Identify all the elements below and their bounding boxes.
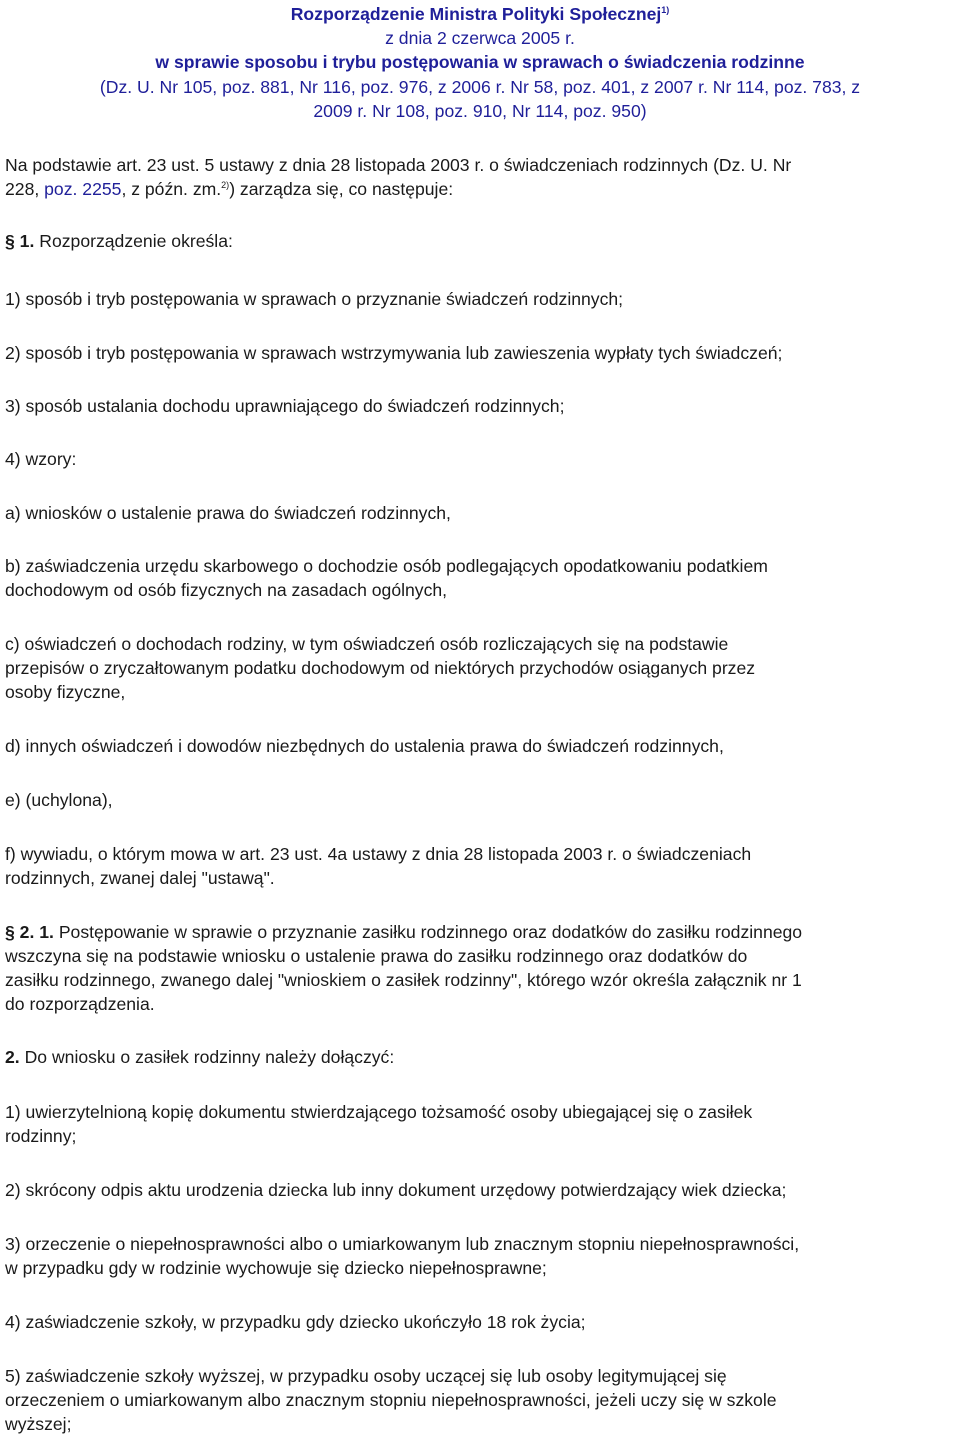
section-2-paragraph-1-line-4: do rozporządzenia. — [5, 994, 155, 1014]
section-2-paragraph-1-line-2: wszczyna się na podstawie wniosku o ustalenie prawa do zasiłku rodzinnego oraz dodatków do — [5, 946, 748, 966]
section-1-point-4c-line-1: c) oświadczeń o dochodach rodziny, w tym oświadczeń osób rozliczających się na podstawie — [5, 634, 729, 654]
publication-references-line-1: (Dz. U. Nr 105, poz. 881, Nr 116, poz. 976, z 2006 r. Nr 58, poz. 401, z 2007 r. Nr 114, poz. 783, z — [99, 77, 861, 97]
ref-link-poz-401[interactable]: poz. 401 — [563, 77, 631, 97]
preamble-line-2: 228, poz. 2255, z późn. zm.$^{2)}$) zarządza się, co następuje: — [5, 179, 454, 199]
section-1-intro: § 1. Rozporządzenie określa: — [5, 231, 233, 251]
section-2-item-4: 4) zaświadczenie szkoły, w przypadku gdy dziecko ukończyło 18 rok życia; — [5, 1312, 586, 1332]
ref-link-poz-950[interactable]: poz. 950 — [573, 101, 641, 121]
section-1-point-4f-line-1: f) wywiadu, o którym mowa w art. 23 ust. 4a ustawy z dnia 28 listopada 2003 r. o świadczeniach — [5, 844, 752, 864]
section-2-number: § 2. 1. — [5, 922, 54, 942]
ref-link-poz-881[interactable]: poz. 881 — [222, 77, 290, 97]
section-1-number: § 1. — [5, 231, 35, 251]
section-1-point-4c-line-3: osoby fizyczne, — [5, 682, 126, 702]
section-1-point-4c-line-2: przepisów o zryczałtowanym podatku dochodowym od niektórych przychodów osiąganych przez — [5, 658, 756, 678]
ref-link-poz-976[interactable]: poz. 976 — [360, 77, 429, 97]
preamble-line-1: Na podstawie art. 23 ust. 5 ustawy z dnia 28 listopada 2003 r. o świadczeniach rodzinnych (Dz. U. Nr — [5, 155, 792, 175]
document-date: z dnia 2 czerwca 2005 r. — [385, 28, 575, 48]
document-title: Rozporządzenie Ministra Polityki Społecznej$^{1)}$ — [290, 4, 670, 24]
section-2-paragraph-2-number: 2. — [5, 1047, 20, 1067]
section-2-paragraph-2-intro: 2. Do wniosku o zasiłek rodzinny należy dołączyć: — [5, 1047, 395, 1067]
section-1-point-4b-line-2: dochodowym od osób fizycznych na zasadach ogólnych, — [5, 580, 448, 600]
section-1-point-3: 3) sposób ustalania dochodu uprawniającego do świadczeń rodzinnych; — [5, 396, 565, 416]
section-1-point-4: 4) wzory: — [5, 449, 77, 469]
section-1-point-4b-line-1: b) zaświadczenia urzędu skarbowego o dochodzie osób podlegających opodatkowaniu podatkiem — [5, 556, 768, 576]
section-2-item-3-line-1: 3) orzeczenie o niepełnosprawności albo o umiarkowanym lub znacznym stopniu niepełnosprawności, — [5, 1234, 800, 1254]
ref-link-poz-783[interactable]: poz. 783 — [774, 77, 842, 97]
section-1-point-4a: a) wniosków o ustalenie prawa do świadczeń rodzinnych, — [5, 503, 451, 523]
section-2-item-5-line-3: wyższej; — [5, 1414, 72, 1434]
section-2-paragraph-1-line-1: § 2. 1. Postępowanie w sprawie o przyznanie zasiłku rodzinnego oraz dodatków do zasiłku rodzinnego — [5, 922, 803, 942]
footnote-ref-2[interactable]: 2) — [221, 180, 230, 190]
section-1-point-1: 1) sposób i tryb postępowania w sprawach o przyznanie świadczeń rodzinnych; — [5, 289, 624, 309]
footnote-ref-1[interactable]: 1) — [661, 5, 670, 15]
section-2-item-3-line-2: w przypadku gdy w rodzinie wychowuje się dziecko niepełnosprawne; — [5, 1258, 547, 1278]
section-1-point-4f-line-2: rodzinnych, zwanej dalej "ustawą". — [5, 868, 275, 888]
section-2-item-5-line-2: orzeczeniem o umiarkowanym albo znacznym stopniu niepełnosprawności, jeżeli uczy się w szkole — [5, 1390, 777, 1410]
section-1-point-4e: e) (uchylona), — [5, 790, 113, 810]
ref-link-poz-2255[interactable]: poz. 2255 — [44, 179, 122, 199]
publication-references-line-2: 2009 r. Nr 108, poz. 910, Nr 114, poz. 950) — [313, 101, 647, 121]
section-1-point-4d: d) innych oświadczeń i dowodów niezbędnych do ustalenia prawa do świadczeń rodzinnych, — [5, 736, 724, 756]
section-2-item-1-line-2: rodzinny; — [5, 1126, 77, 1146]
section-1-point-2: 2) sposób i tryb postępowania w sprawach wstrzymywania lub zawieszenia wypłaty tych świadczeń; — [5, 343, 783, 363]
section-2-item-1-line-1: 1) uwierzytelnioną kopię dokumentu stwierdzającego tożsamość osoby ubiegającej się o zasiłek — [5, 1102, 753, 1122]
section-2-item-2: 2) skrócony odpis aktu urodzenia dziecka lub inny dokument urzędowy potwierdzający wiek dziecka; — [5, 1180, 787, 1200]
section-2-paragraph-1-line-3: zasiłku rodzinnego, zwanego dalej "wnioskiem o zasiłek rodzinny", którego wzór określa załącznik nr 1 — [5, 970, 802, 990]
section-2-item-5-line-1: 5) zaświadczenie szkoły wyższej, w przypadku osoby uczącej się lub osoby legitymującej się — [5, 1366, 727, 1386]
ref-link-poz-910[interactable]: poz. 910 — [434, 101, 503, 121]
document-subject: w sprawie sposobu i trybu postępowania w sprawach o świadczenia rodzinne — [155, 52, 805, 72]
